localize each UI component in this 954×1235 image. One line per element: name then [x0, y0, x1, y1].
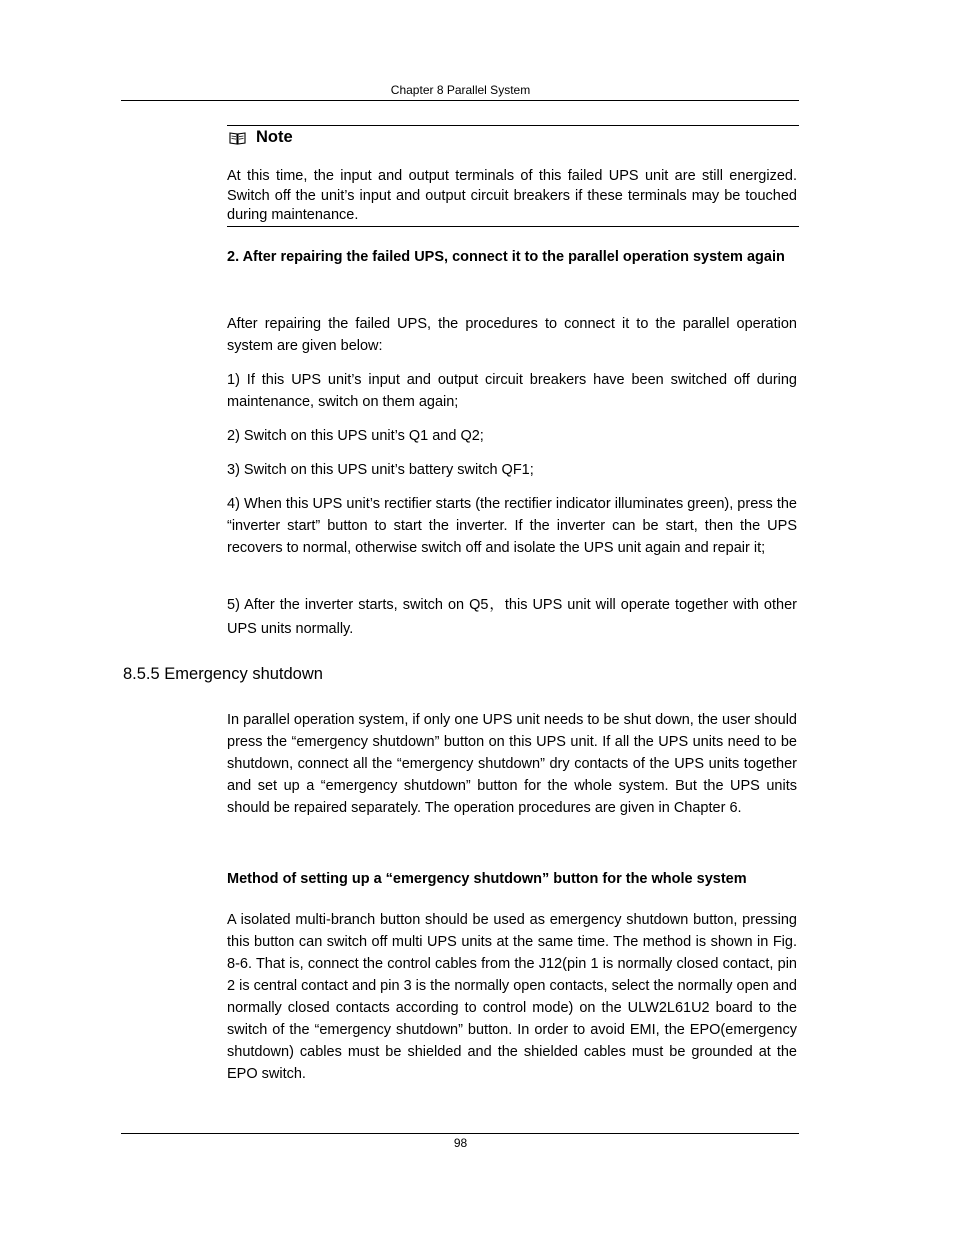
open-book-icon: [229, 131, 246, 145]
section-heading: 8.5.5 Emergency shutdown: [123, 665, 323, 683]
emergency-paragraph: In parallel operation system, if only one UPS unit needs to be shut down, the user should press the “emergency shutdown” button on this UPS unit. If all the UPS units need to be shutdown, connect all the “emergency shutdown” dry contacts of the UPS units together and set up a “emergency shutdown” button for the whole system. But the UPS units should be repaired separately. The operation procedures are given in Chapter 6.: [227, 712, 797, 816]
note-top-rule: [227, 125, 799, 126]
running-header: Chapter 8 Parallel System: [390, 83, 531, 97]
step-5: 5) After the inverter starts, switch on Q5，this UPS unit will operate together with other UPS units normally.: [227, 597, 797, 637]
footer-rule: [121, 1133, 799, 1134]
note-bottom-rule: [227, 226, 799, 227]
method-heading: Method of setting up a “emergency shutdown” button for the whole system: [227, 871, 747, 887]
step-4: 4) When this UPS unit’s rectifier starts (the rectifier indicator illuminates green), press the “inverter start” button to start the inverter. If the inverter can be start, then the UPS recovers to normal, otherwise switch off and isolate the UPS unit again and repair it;: [227, 496, 797, 556]
step-heading: 2. After repairing the failed UPS, connect it to the parallel operation system again: [227, 249, 785, 265]
header-rule: [121, 100, 799, 101]
note-title: Note: [256, 128, 293, 146]
step-1: 1) If this UPS unit’s input and output circuit breakers have been switched off during maintenance, switch on them again;: [227, 372, 797, 410]
note-text: At this time, the input and output terminals of this failed UPS unit are still energized. Switch off the unit’s input and output circuit breakers if these terminals may be touched during maintenance.: [227, 168, 797, 223]
procedure-intro: After repairing the failed UPS, the procedures to connect it to the parallel operation system are given below:: [227, 316, 797, 354]
method-paragraph: A isolated multi-branch button should be used as emergency shutdown button, pressing this button can switch off multi UPS units at the same time. The method is shown in Fig. 8-6. That is, connect the control cables from the J12(pin 1 is normally closed contact, pin 2 is central contact and pin 3 is the normally open contacts, select the normally open and normally closed contacts according to control mode) on the ULW2L61U2 board to the switch of the “emergency shutdown” button. In order to avoid EMI, the EPO(emergency shutdown) cables must be shielded and the shielded cables must be grounded at the EPO switch.: [227, 912, 797, 1082]
note-heading: [229, 128, 293, 147]
page-number: 98: [453, 1136, 468, 1150]
step-2: 2) Switch on this UPS unit’s Q1 and Q2;: [227, 428, 484, 444]
step-3: 3) Switch on this UPS unit’s battery switch QF1;: [227, 462, 534, 478]
